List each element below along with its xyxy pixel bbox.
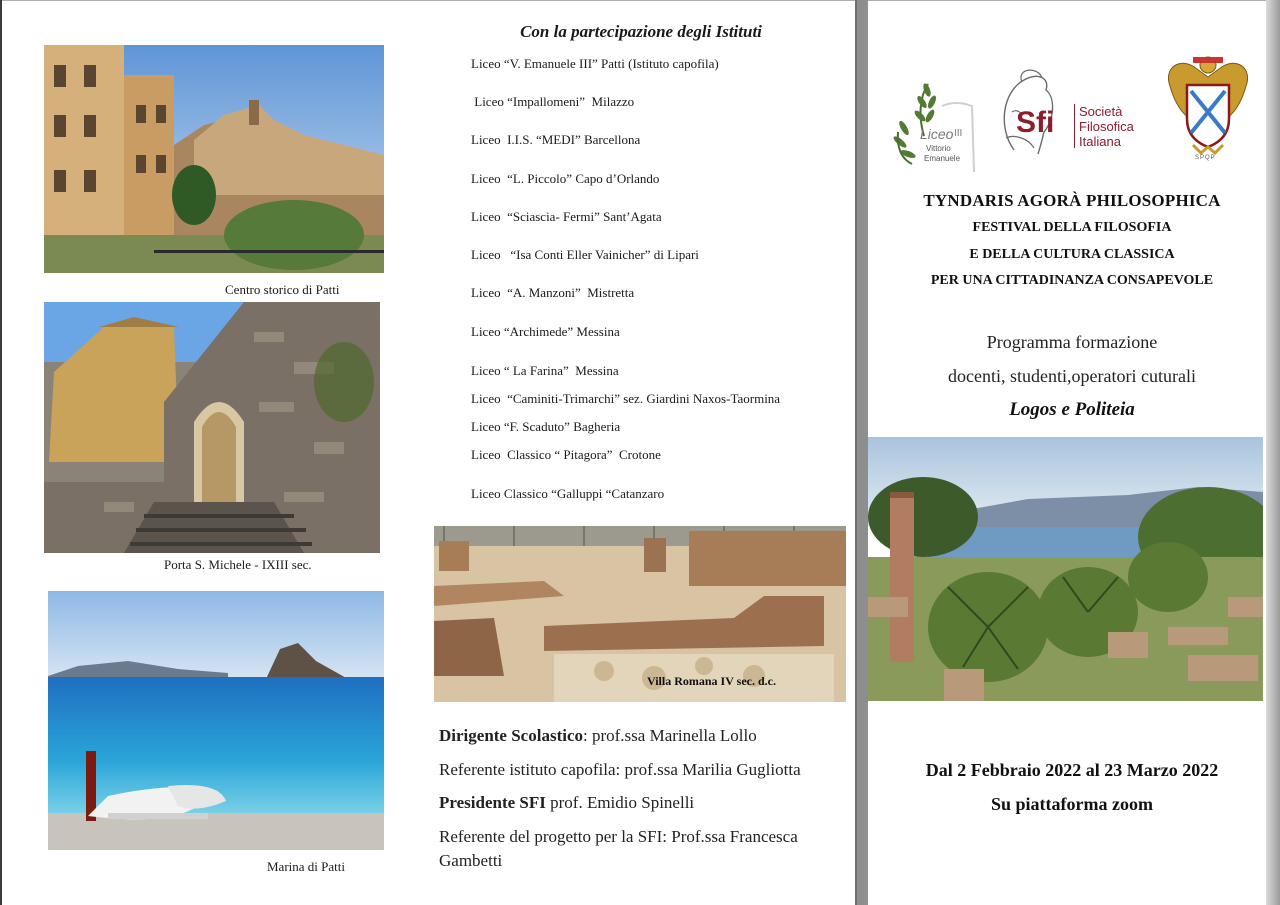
- liceo-logo-roman: III: [954, 128, 963, 139]
- program-line-1: Programma formazione: [986, 332, 1158, 352]
- page-left-edge: [0, 0, 2, 905]
- school-item: Liceo “ La Farina” Messina: [471, 363, 619, 378]
- sfi-logo-line1: Società: [1079, 104, 1123, 119]
- sfi-logo-mark: Sfi: [1016, 106, 1055, 139]
- festival-subtitle-2: E DELLA CULTURA CLASSICA: [969, 247, 1175, 262]
- photo-porta-s-michele: [44, 302, 380, 553]
- school-item: Liceo I.I.S. “MEDI” Barcellona: [471, 132, 641, 147]
- program-title: Logos e Politeia: [1009, 399, 1135, 420]
- liceo-logo: [890, 76, 982, 172]
- dirigente-label: Dirigente Scolastico: [439, 726, 583, 745]
- page-top-edge: [0, 0, 1280, 1]
- presidente-label: Presidente SFI: [439, 793, 546, 812]
- program-line-2: docenti, studenti,operatori cuturali: [948, 366, 1196, 386]
- school-item: Liceo “A. Manzoni” Mistretta: [471, 285, 635, 300]
- photo-villa-romana: [434, 526, 846, 702]
- school-item: Liceo Classico “Galluppi “Catanzaro: [471, 486, 665, 501]
- festival-subtitle-1: FESTIVAL DELLA FILOSOFIA: [972, 220, 1172, 235]
- patti-crest-icon: [1163, 55, 1253, 167]
- dirigente-line: [439, 724, 757, 748]
- dirigente-value: : prof.ssa Marinella Lollo: [583, 726, 757, 745]
- festival-title: TYNDARIS AGORÀ PHILOSOPHICA: [923, 191, 1221, 210]
- school-item: Liceo “Isa Conti Eller Vainicher” di Lipari: [471, 247, 699, 262]
- school-item: Liceo “V. Emanuele III” Patti (Istituto capofila): [471, 56, 719, 71]
- sfi-logo-line3: Italiana: [1079, 134, 1121, 149]
- sfi-logo-line2: Filosofica: [1079, 119, 1134, 134]
- liceo-logo-sub2: Emanuele: [924, 154, 961, 163]
- photo-tindari-ruins: [868, 437, 1263, 701]
- school-item: Liceo “Sciascia- Fermi” Sant’Agata: [471, 209, 662, 224]
- presidente-value: prof. Emidio Spinelli: [545, 793, 695, 812]
- referente-capofila-line: Referente istituto capofila: prof.ssa Marilia Gugliotta: [439, 760, 801, 779]
- referente-sfi-line-1: Referente del progetto per la SFI: Prof.ssa Francesca: [439, 827, 798, 846]
- school-item: Liceo “L. Piccolo” Capo d’Orlando: [471, 171, 660, 186]
- presidente-line: [439, 791, 694, 815]
- school-item: Liceo “F. Scaduto” Bagheria: [471, 419, 621, 434]
- sfi-logo: [994, 68, 1142, 160]
- caption-porta: Porta S. Michele - IXIII sec.: [164, 557, 312, 572]
- school-item: Liceo “Caminiti-Trimarchi” sez. Giardini Naxos-Taormina: [471, 391, 781, 406]
- event-platform: Su piattaforma zoom: [991, 794, 1153, 814]
- photo-marina-di-patti: [48, 591, 384, 850]
- festival-subtitle-3: PER UNA CITTADINANZA CONSAPEVOLE: [930, 273, 1214, 288]
- school-item: Liceo “Archimede” Messina: [471, 324, 620, 339]
- crest-caption: SPQP: [1195, 155, 1216, 161]
- villa-caption: Villa Romana IV sec. d.c.: [647, 674, 776, 688]
- liceo-logo-sub1: Vittorio: [926, 144, 951, 153]
- referente-sfi-line-2: Gambetti: [439, 851, 503, 870]
- participation-title: Con la partecipazione degli Istituti: [520, 22, 762, 41]
- event-dates: Dal 2 Febbraio 2022 al 23 Marzo 2022: [925, 760, 1219, 780]
- caption-patti: Centro storico di Patti: [225, 282, 340, 297]
- page-right-edge: [1266, 0, 1280, 905]
- photo-centro-storico-patti: [44, 45, 384, 273]
- sfi-logo-divider: [1074, 104, 1075, 148]
- school-item: Liceo Classico “ Pitagora” Crotone: [471, 447, 661, 462]
- liceo-logo-word: Liceo: [920, 126, 954, 142]
- brochure-fold: [855, 0, 868, 905]
- caption-marina: Marina di Patti: [267, 859, 345, 874]
- school-item: Liceo “Impallomeni” Milazzo: [471, 94, 635, 109]
